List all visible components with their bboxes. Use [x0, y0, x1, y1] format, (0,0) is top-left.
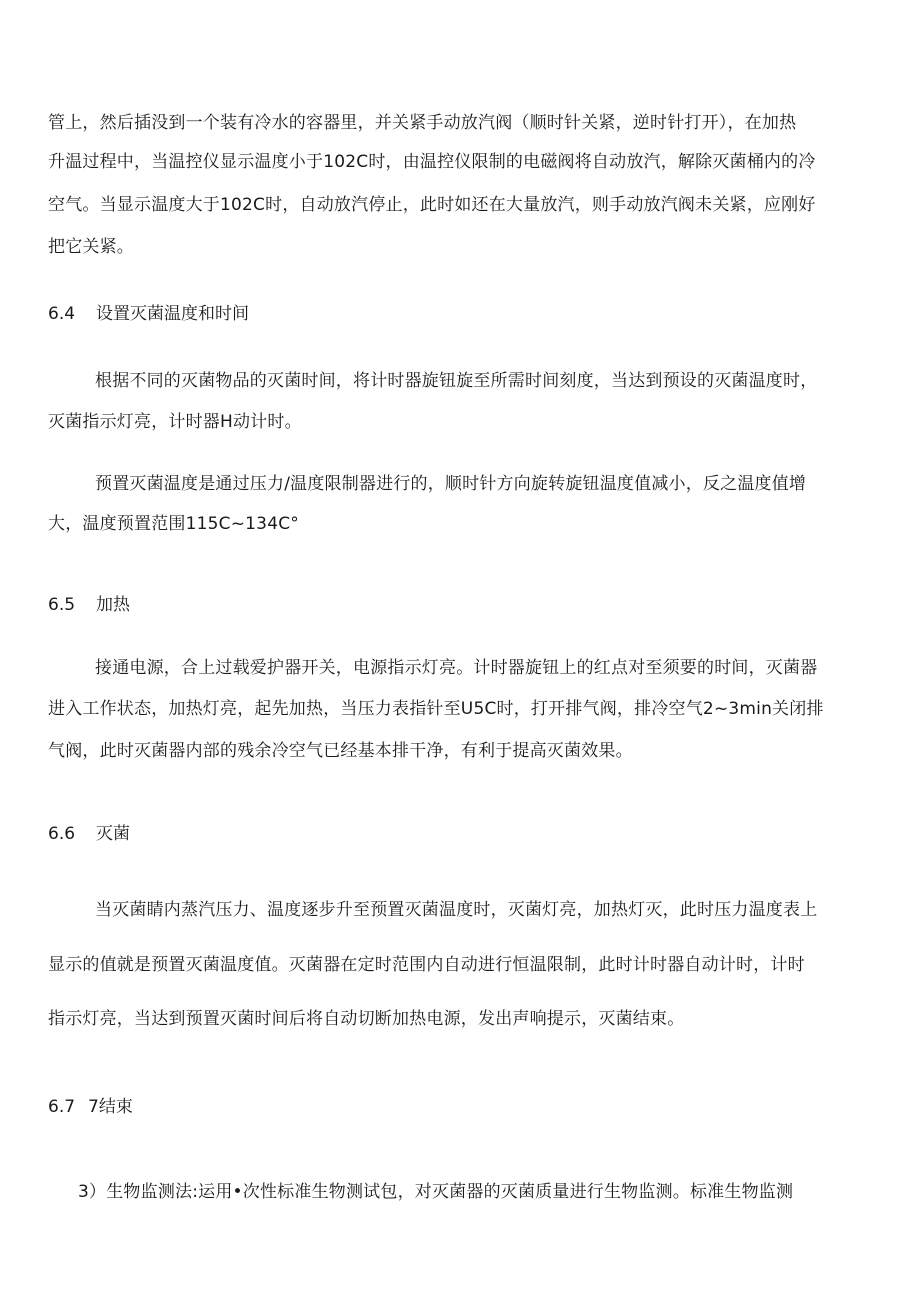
section-title: 加热	[96, 595, 130, 615]
paragraph-line: 大，温度预置范围115C~134C°	[48, 514, 299, 534]
list-item: 3）生物监测法:运用•次性标准生物测试包，对灭菌器的灭菌质量进行生物监测。标准生物监测	[78, 1182, 794, 1202]
paragraph-line: 当灭菌睛内蒸汽压力、温度逐步升至预置灭菌温度时，灭菌灯亮，加热灯灭，此时压力温度表上	[95, 900, 818, 920]
section-heading-6-6	[48, 822, 130, 846]
section-heading-6-4	[48, 302, 249, 326]
section-number: 6.4	[48, 304, 76, 324]
section-heading-6-5	[48, 593, 130, 617]
paragraph-line: 根据不同的灭菌物品的灭菌时间，将计时器旋钮旋至所需时间刻度，当达到预设的灭菌温度时，	[95, 371, 818, 391]
section-title: 7结束	[88, 1097, 133, 1117]
paragraph-line: 预置灭菌温度是通过压力/温度限制器进行的，顺时针方向旋转旋钮温度值减小，反之温度值增	[95, 474, 807, 494]
section-number: 6.5	[48, 595, 76, 615]
paragraph-line: 空气。当显示温度大于102C时，自动放汽停止，此时如还在大量放汽，则手动放汽阀未关紧，应刚好	[48, 195, 816, 215]
paragraph-line: 指示灯亮，当达到预置灭菌时间后将自动切断加热电源，发出声响提示，灭菌结束。	[48, 1009, 685, 1029]
section-number: 6.7	[48, 1097, 76, 1117]
section-title: 设置灭菌温度和时间	[96, 304, 249, 324]
paragraph-line: 进入工作状态，加热灯亮，起先加热，当压力表指针至U5C时，打开排气阀，排冷空气2~3min关闭排	[48, 699, 824, 719]
paragraph-line: 接通电源，合上过载爱护器开关，电源指示灯亮。计时器旋钮上的红点对至须要的时间，灭菌器	[95, 658, 818, 678]
section-number: 6.6	[48, 824, 76, 844]
paragraph-line: 灭菌指示灯亮，计时器H动计时。	[48, 412, 302, 432]
paragraph-line: 管上，然后插没到一个装有冷水的容器里，并关紧手动放汽阀（顺时针关紧，逆时针打开），在加热	[48, 113, 797, 133]
paragraph-line: 气阀，此时灭菌器内部的残余冷空气已经基本排干净，有利于提高灭菌效果。	[48, 741, 633, 761]
paragraph-line: 把它关紧。	[48, 237, 134, 257]
paragraph-line: 升温过程中，当温控仪显示温度小于102C时，由温控仪限制的电磁阀将自动放汽，解除灭菌桶内的冷	[48, 152, 816, 172]
section-heading-6-7	[48, 1095, 133, 1119]
section-title: 灭菌	[96, 824, 130, 844]
paragraph-line: 显示的值就是预置灭菌温度值。灭菌器在定时范围内自动进行恒温限制，此时计时器自动计时，计时	[48, 955, 805, 975]
